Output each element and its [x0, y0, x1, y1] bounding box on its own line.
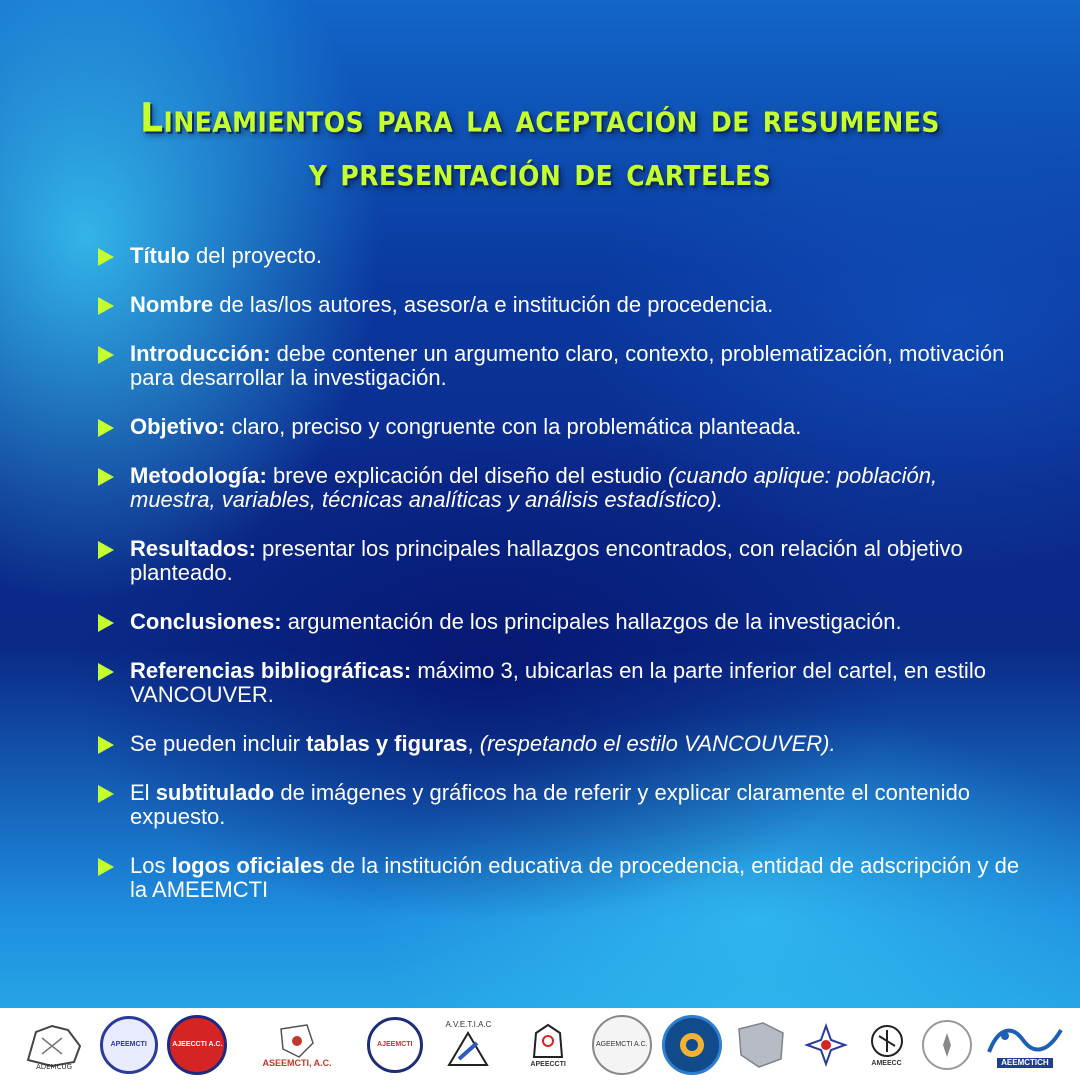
arrow-bullet-icon: [98, 346, 114, 364]
title-line-2: y presentación de carteles: [308, 149, 772, 196]
item-bold: tablas y figuras: [306, 731, 468, 756]
item-text: presentar los principales hallazgos encontrados, con relación al objetivo planteado.: [130, 536, 963, 585]
list-item: [96, 781, 1026, 829]
cross-emblem-logo: [801, 1015, 851, 1075]
list-item: [96, 537, 1026, 585]
list-item: [96, 732, 1026, 756]
item-bold: Objetivo:: [130, 414, 226, 439]
item-bold: Conclusiones:: [130, 609, 282, 634]
list-item: [96, 610, 1026, 634]
list-item: [96, 244, 1026, 268]
apeemcti-logo: [100, 1016, 158, 1074]
item-bold: Metodología:: [130, 463, 267, 488]
logo-aseemcti-text: ASEEMCTI, A.C.: [262, 1058, 332, 1068]
item-prefix: El: [130, 780, 156, 805]
guidelines-list: [96, 244, 1026, 902]
list-item: [96, 464, 1026, 512]
logo-avetiac-text: A.V.E.T.I.A.C: [445, 1020, 492, 1029]
ademcug-logo: [18, 1015, 90, 1075]
item-text: breve explicación del diseño del estudio: [266, 463, 669, 488]
item-prefix: Se pueden incluir: [130, 731, 307, 756]
logo-ademcug-text: ADEMCUG: [35, 1063, 73, 1070]
title-line-1: Lineamientos para la aceptación de resumenes: [140, 95, 940, 142]
arrow-bullet-icon: [98, 663, 114, 681]
item-text: argumentación de los principales hallazgos de la investigación.: [281, 609, 902, 634]
item-bold: Nombre: [130, 292, 214, 317]
state-map-logo: [731, 1015, 791, 1075]
arrow-bullet-icon: [98, 297, 114, 315]
arrow-bullet-icon: [98, 736, 114, 754]
item-text: claro, preciso y congruente con la problemática planteada.: [225, 414, 802, 439]
item-prefix: Los: [130, 853, 172, 878]
ajeemcti-logo: [367, 1017, 423, 1073]
item-bold: subtitulado: [155, 780, 275, 805]
list-item: [96, 659, 1026, 707]
arrow-bullet-icon: [98, 419, 114, 437]
arrow-bullet-icon: [98, 248, 114, 266]
grey-seal-logo: [922, 1020, 972, 1070]
item-text: del proyecto.: [189, 243, 322, 268]
list-item: [96, 415, 1026, 439]
arrow-bullet-icon: [98, 614, 114, 632]
item-italic: (cuando aplique: población, muestra, variables, técnicas analíticas y análisis estadístico).: [130, 463, 938, 512]
logo-aeemctich-text: AEEMCTICH: [997, 1058, 1053, 1068]
list-item: [96, 342, 1026, 390]
arrow-bullet-icon: [98, 541, 114, 559]
item-bold: Referencias bibliográficas:: [130, 658, 412, 683]
logo-apeeccti-text: APEECCTI: [530, 1061, 566, 1068]
logo-ameecc-text: AMEECC: [871, 1060, 902, 1067]
logo-ageemcti-text: AGEEMCTI A.C.: [595, 1041, 648, 1048]
logo-ajeeccti-text: AJEECCTI A.C.: [172, 1041, 223, 1048]
page-title: [0, 92, 1080, 200]
item-text: de la institución educativa de procedencia, entidad de adscripción y de la AMEEMCTI: [130, 853, 1020, 902]
arrow-bullet-icon: [98, 468, 114, 486]
item-bold: Introducción:: [130, 341, 271, 366]
item-bold: Título: [130, 243, 190, 268]
apeeccti-logo: [514, 1015, 582, 1075]
item-text: máximo 3, ubicarlas en la parte inferior del cartel, en estilo VANCOUVER.: [130, 658, 986, 707]
ameecc-logo: [861, 1015, 913, 1075]
list-item: [96, 854, 1026, 902]
logo-strip: [18, 1013, 1068, 1077]
item-italic: (respetando el estilo VANCOUVER).: [479, 731, 836, 756]
arrow-bullet-icon: [98, 785, 114, 803]
item-text: ,: [467, 731, 480, 756]
item-text: de las/los autores, asesor/a e institución de procedencia.: [213, 292, 774, 317]
item-bold: Resultados:: [130, 536, 256, 561]
list-item: [96, 293, 1026, 317]
item-bold: logos oficiales: [171, 853, 325, 878]
aseemcti-logo: [237, 1015, 357, 1075]
blue-seal-logo: [662, 1015, 722, 1075]
logo-apeemcti-text: APEEMCTI: [110, 1041, 147, 1048]
logo-ajeemcti-text: AJEEMCTI: [377, 1041, 413, 1048]
aeemctich-logo: [982, 1015, 1068, 1075]
ajeeccti-logo: [167, 1015, 227, 1075]
item-text: de imágenes y gráficos ha de referir y explicar claramente el contenido expuesto.: [130, 780, 971, 829]
ageemcti-logo: [592, 1015, 652, 1075]
arrow-bullet-icon: [98, 858, 114, 876]
item-text: debe contener un argumento claro, contexto, problematización, motivación para desarrollar la investigación.: [130, 341, 1005, 390]
avetiac-logo: [432, 1015, 504, 1075]
